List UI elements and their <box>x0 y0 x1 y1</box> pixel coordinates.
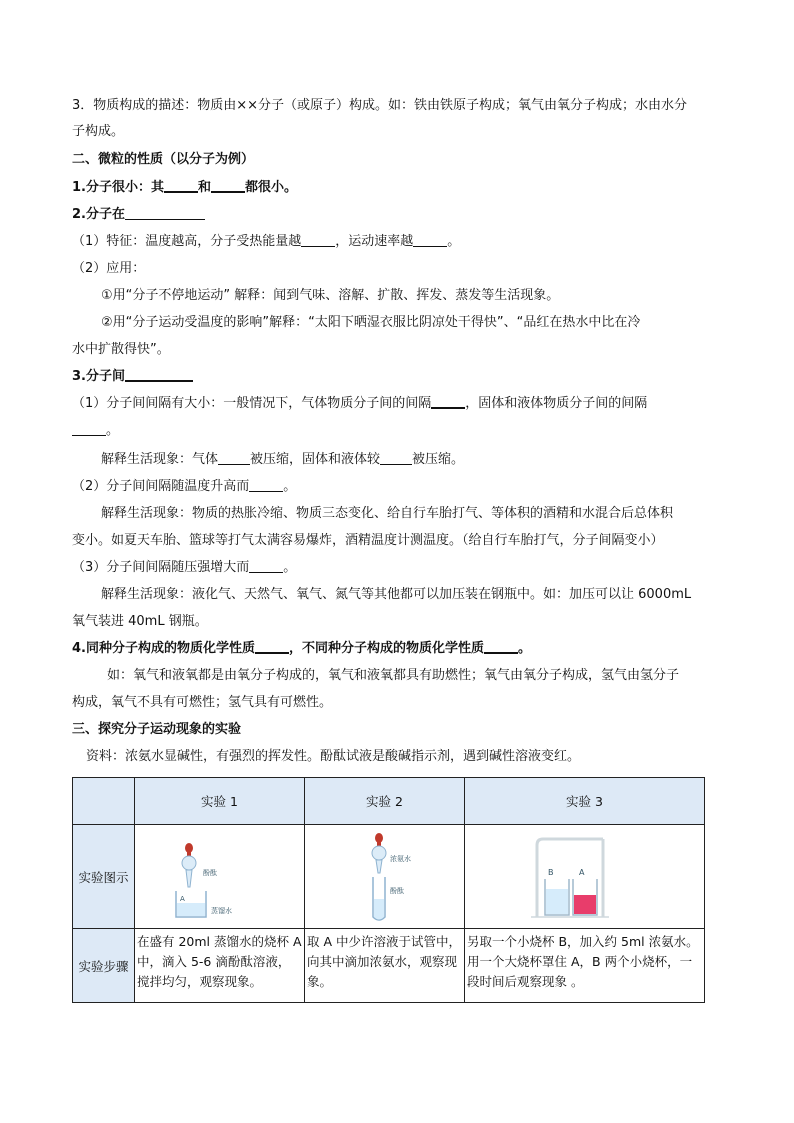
blank[interactable] <box>380 450 412 465</box>
table-corner-cell <box>73 778 135 825</box>
item-4: 4.同种分子构成的物质化学性质 ，不同种分子构成的物质化学性质 。 <box>72 638 724 660</box>
table-header-row <box>73 778 705 825</box>
steps-exp-2: 取 A 中少许溶液于试管中，向其中滴加浓氨水，观察现象。 <box>305 929 465 1003</box>
header-exp-3: 实验 3 <box>465 778 705 825</box>
blank[interactable] <box>218 450 250 465</box>
blank[interactable] <box>484 638 518 654</box>
row-label-steps: 实验步骤 <box>73 929 135 1003</box>
section-2-heading: 二、微粒的性质（以分子为例） <box>72 152 255 167</box>
steps-exp-3: 另取一个小烧杯 B，加入约 5ml 浓氨水。用一个大烧杯罩住 A，B 两个小烧杯，一段时间后观察现象 。 <box>465 929 705 1003</box>
item-2-2-b: ②用“分子运动受温度的影响”解释：“太阳下晒湿衣服比阴凉处干得快”、“品红在热水中比在冷 <box>101 315 641 330</box>
label-distilled-water: 蒸馏水 <box>211 907 232 915</box>
figure-exp-2-cell <box>305 825 465 929</box>
item-3-2-explain-cont: 变小。如夏天车胎、篮球等打气太满容易爆炸，酒精温度计测温度。（给自行车胎打气，分子间隔变小） <box>72 533 664 548</box>
item-3-1: （1）分子间间隔有大小：一般情况下，气体物质分子间的间隔 ，固体和液体物质分子间的间隔 <box>72 393 724 415</box>
item-2-1: （1）特征：温度越高，分子受热能量越 ，运动速率越 。 <box>72 234 461 249</box>
label-phenolphthalein: 酚酞 <box>203 869 217 877</box>
paragraph-3-cont: 子构成。 <box>72 124 125 139</box>
blank[interactable] <box>125 205 205 220</box>
label-tube-phenolphthalein: 酚酞 <box>390 887 404 895</box>
blank[interactable] <box>72 421 106 436</box>
item-3-1-explain: 解释生活现象：气体 被压缩，固体和液体较 被压缩。 <box>101 452 465 467</box>
item-3-2-explain: 解释生活现象：物质的热胀冷缩、物质三态变化、给自行车胎打气、等体积的酒精和水混合后总体积 <box>101 506 674 521</box>
blank[interactable] <box>431 393 465 409</box>
label-beaker-b: B <box>548 868 554 877</box>
figure-exp-3-cell <box>465 825 705 929</box>
figure-exp-1-cell <box>135 825 305 929</box>
row-label-figure: 实验图示 <box>73 825 135 929</box>
label-ammonia: 浓氨水 <box>390 855 411 863</box>
experiment-table <box>72 777 705 1003</box>
table-row-steps <box>73 929 705 1003</box>
paragraph-3: 3．物质构成的描述：物质由××分子（或原子）构成。如：铁由铁原子构成；氧气由氧分子构成；水由水分 <box>72 98 688 113</box>
item-3-1-cont: 。 <box>72 420 724 442</box>
item-2-2-a: ①用“分子不停地运动” 解释：闻到气味、溶解、扩散、挥发、蒸发等生活现象。 <box>101 288 560 303</box>
item-3-3-explain-cont: 氧气装进 40mL 钢瓶。 <box>72 614 208 629</box>
blank[interactable] <box>125 366 193 382</box>
blank[interactable] <box>164 177 198 193</box>
blank[interactable] <box>249 558 283 573</box>
header-exp-1: 实验 1 <box>135 778 305 825</box>
item-4-example: 如：氧气和液氧都是由氧分子构成的，氧气和液氧都具有助燃性；氧气由氧分子构成，氢气由氢分子 <box>107 668 680 683</box>
item-3-3: （3）分子间间隔随压强增大而 。 <box>72 560 297 575</box>
section-3-heading: 三、探究分子运动现象的实验 <box>72 722 242 737</box>
item-3: 3.分子间 <box>72 366 724 388</box>
blank[interactable] <box>255 638 289 654</box>
item-1: 1.分子很小：其 和 都很小。 <box>72 177 724 199</box>
blank[interactable] <box>249 477 283 492</box>
info-note: 资料：浓氨水显碱性，有强烈的挥发性。酚酞试液是酸碱指示剂，遇到碱性溶液变红。 <box>86 749 581 764</box>
steps-exp-1: 在盛有 20ml 蒸馏水的烧杯 A 中，滴入 5-6 滴酚酞溶液，搅拌均匀，观察现象。 <box>135 929 305 1003</box>
header-exp-2: 实验 2 <box>305 778 465 825</box>
item-4-example-cont: 构成，氧气不具有可燃性；氢气具有可燃性。 <box>72 695 333 710</box>
figure-exp-3 <box>465 825 703 925</box>
item-2-2: （2）应用： <box>72 261 146 276</box>
blank[interactable] <box>413 232 447 247</box>
label-beaker-a: A <box>180 895 185 903</box>
item-2-2-b-cont: 水中扩散得快”。 <box>72 342 170 357</box>
item-3-2: （2）分子间间隔随温度升高而 。 <box>72 479 297 494</box>
figure-exp-1 <box>135 825 303 925</box>
item-3-3-explain: 解释生活现象：液化气、天然气、氧气、氮气等其他都可以加压装在钢瓶中。如：加压可以让 6000mL <box>101 587 692 602</box>
blank[interactable] <box>301 232 335 247</box>
item-2: 2.分子在 <box>72 204 724 226</box>
label-beaker-a-exp3: A <box>579 868 585 877</box>
table-row-figures <box>73 825 705 929</box>
figure-exp-2 <box>305 825 463 925</box>
blank[interactable] <box>211 177 245 193</box>
